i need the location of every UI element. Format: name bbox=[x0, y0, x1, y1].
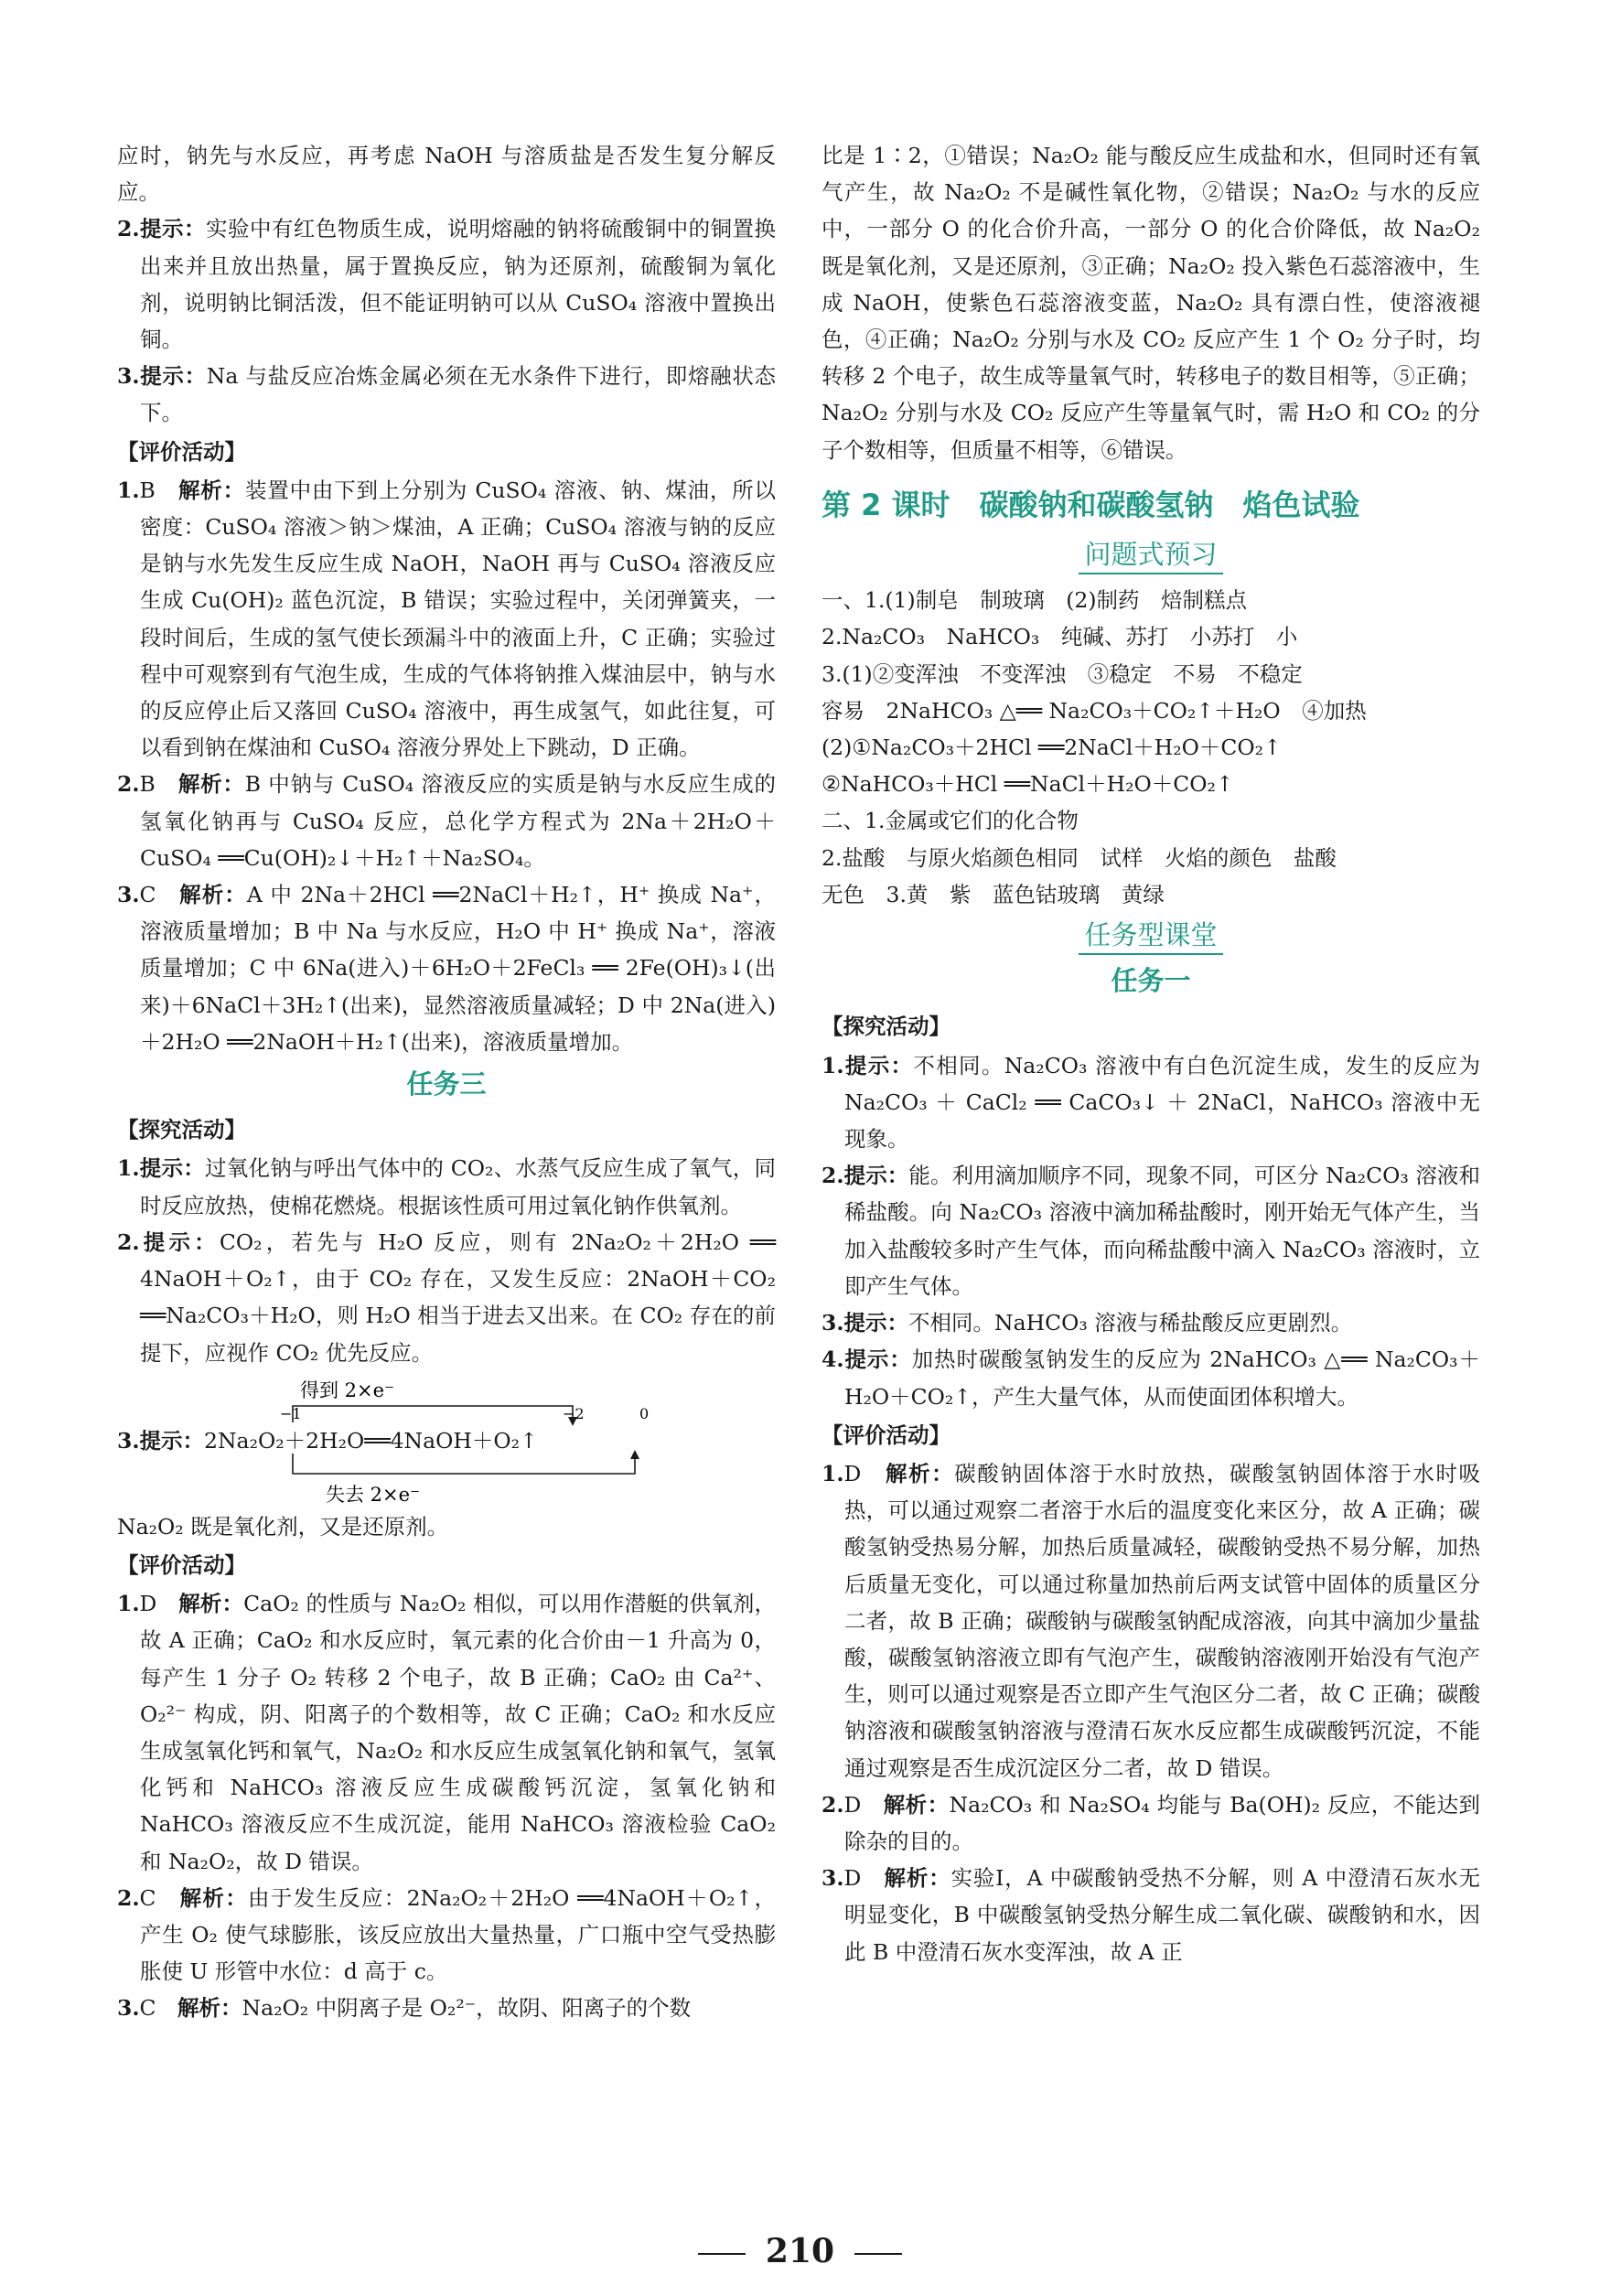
preview-answer: 无色 3.黄 紫 蓝色钴玻璃 黄绿 bbox=[821, 881, 1165, 907]
item-number: 3. bbox=[117, 363, 140, 390]
item-number: 3. bbox=[821, 1865, 844, 1892]
section-title-text: 任务型课堂 bbox=[1079, 919, 1222, 955]
hint-label: 提示： bbox=[843, 1052, 914, 1078]
hint-label: 提示： bbox=[843, 1163, 909, 1189]
answer-letter: B bbox=[139, 771, 156, 798]
answer-letter: C bbox=[139, 1884, 156, 1911]
redox-equation: 2Na₂O₂＋2H₂O══4NaOH＋O₂↑ bbox=[204, 1427, 538, 1454]
analysis-text: CaO₂ 的性质与 Na₂O₂ 相似，可以用作潜艇的供氧剂，故 A 正确；CaO₂ 和水反应时，氧元素的化合价由－1 升高为 0，每产生 1 分子 O₂ 转移 2 个电子，故 B 正确；CaO₂ 由 Ca²⁺、O₂²⁻ 构成，阴、阳离子的个数相等，故 C 正确；CaO₂ 和水反应生成氢氧化钙和氧气，Na₂O₂ 和水反应生成氢氧化钠和氧气，氢氧化钙和 NaHCO₃ 溶液反应生成碳酸钙沉淀，氢氧化钠和 NaHCO₃ 溶液反应不生成沉淀，能用 NaHCO₃ 溶液检验 CaO₂ 和 Na₂O₂，故 D 错误。 bbox=[140, 1591, 777, 1874]
oxidation-state: −1 bbox=[280, 1404, 302, 1422]
preview-answer: 3.(1)②变浑浊 不变浑浊 ③稳定 不易 不稳定 bbox=[821, 660, 1303, 687]
answer-letter: C bbox=[139, 1995, 156, 2022]
analysis-text: 由于发生反应：2Na₂O₂＋2H₂O ══4NaOH＋O₂↑，产生 O₂ 使气球膨胀，该反应放出大量热量，广口瓶中空气受热膨胀使 U 形管中水位：d 高于 c。 bbox=[140, 1884, 777, 1985]
answer-letter: D bbox=[843, 1791, 862, 1818]
answer-letter: D bbox=[843, 1865, 862, 1892]
hint-label: 提示： bbox=[139, 1427, 205, 1454]
hint-item bbox=[821, 1341, 1480, 1414]
right-column bbox=[821, 137, 1480, 1970]
task-heading: 任务三 bbox=[406, 1068, 487, 1100]
lose-electron-label: 失去 2×e⁻ bbox=[326, 1483, 421, 1506]
analysis-label: 解析： bbox=[177, 1995, 242, 2022]
left-column bbox=[117, 137, 776, 2027]
item-number: 2. bbox=[117, 1228, 140, 1255]
answer-letter: C bbox=[139, 882, 156, 908]
task-heading: 任务一 bbox=[1111, 965, 1191, 997]
lesson-title: 第 2 课时 碳酸钠和碳酸氢钠 焰色试验 bbox=[821, 487, 1360, 522]
answer-item bbox=[821, 1455, 1480, 1786]
item-number: 1. bbox=[117, 1591, 140, 1617]
electron-transfer-diagram bbox=[117, 1375, 776, 1508]
item-number: 4. bbox=[821, 1346, 844, 1373]
analysis-text: B 中钠与 CuSO₄ 溶液反应的实质是钠与水反应生成的氢氧化钠再与 CuSO₄ 反应，总化学方程式为 2Na＋2H₂O＋CuSO₄ ══Cu(OH)₂↓＋H₂↑＋Na₂SO₄。 bbox=[140, 771, 776, 871]
section-heading: 【评价活动】 bbox=[821, 1422, 950, 1448]
preview-answer: ②NaHCO₃＋HCl ══NaCl＋H₂O＋CO₂↑ bbox=[821, 771, 1234, 798]
item-number: 2. bbox=[117, 216, 140, 242]
analysis-label: 解析： bbox=[886, 1460, 955, 1486]
answer-item bbox=[821, 1860, 1480, 1970]
analysis-text: Na₂CO₃ 和 Na₂SO₄ 均能与 Ba(OH)₂ 反应，不能达到除杂的目的。 bbox=[844, 1791, 1481, 1854]
page-number-text: 210 bbox=[765, 2232, 835, 2270]
hint-text: Na 与盐反应冶炼金属必须在无水条件下进行，即熔融状态下。 bbox=[140, 363, 776, 426]
section-heading: 【评价活动】 bbox=[117, 1551, 246, 1578]
item-number: 2. bbox=[117, 771, 140, 798]
preview-answer: 2.盐酸 与原火焰颜色相同 试样 火焰的颜色 盐酸 bbox=[821, 844, 1337, 871]
analysis-text: Na₂O₂ 中阴离子是 O₂²⁻，故阴、阳离子的个数 bbox=[242, 1995, 692, 2022]
gain-electron-label: 得到 2×e⁻ bbox=[300, 1379, 395, 1401]
hint-text: 不相同。NaHCO₃ 溶液与稀盐酸反应更剧烈。 bbox=[908, 1310, 1353, 1336]
answer-item bbox=[117, 472, 776, 767]
hint-text: 不相同。Na₂CO₃ 溶液中有白色沉淀生成，发生的反应为 Na₂CO₃ ＋ CaCl₂ ══ CaCO₃↓ ＋ 2NaCl，NaHCO₃ 溶液中无现象。 bbox=[844, 1052, 1481, 1153]
gain-arrow-line bbox=[293, 1406, 573, 1422]
hint-item bbox=[117, 210, 776, 358]
section-heading: 【探究活动】 bbox=[821, 1014, 950, 1040]
answer-item bbox=[117, 1990, 776, 2026]
answer-item bbox=[117, 766, 776, 876]
hint-item bbox=[117, 1224, 776, 1371]
hint-label: 提示： bbox=[139, 1155, 205, 1182]
hint-text: 能。利用滴加顺序不同，现象不同，可区分 Na₂CO₃ 溶液和稀盐酸。向 Na₂CO₃ 溶液中滴加稀盐酸时，刚开始无气体产生，当加入盐酸较多时产生气体，而向稀盐酸中滴入 Na₂CO₃ 溶液时，立即产生气体。 bbox=[844, 1163, 1481, 1299]
lose-arrowhead bbox=[630, 1450, 639, 1459]
hint-label: 提示： bbox=[139, 363, 207, 390]
section-title bbox=[821, 917, 1480, 955]
analysis-label: 解析： bbox=[179, 882, 247, 908]
item-number: 1. bbox=[821, 1460, 844, 1486]
analysis-text: 实验Ⅰ，A 中碳酸钠受热不分解，则 A 中澄清石灰水无明显变化，B 中碳酸氢钠受热分解生成二氧化碳、碳酸钠和水，因此 B 中澄清石灰水变浑浊，故 A 正 bbox=[844, 1865, 1481, 1965]
answer-item bbox=[821, 1786, 1480, 1860]
item-number: 3. bbox=[117, 882, 140, 908]
hint-text: 实验中有红色物质生成，说明熔融的钠将硫酸铜中的铜置换出来并且放出热量，属于置换反应，钠为还原剂，硫酸铜为氧化剂，说明钠比铜活泼，但不能证明钠可以从 CuSO₄ 溶液中置换出铜。 bbox=[140, 216, 777, 353]
hint-item bbox=[821, 1157, 1480, 1304]
hint-label: 提示： bbox=[139, 1228, 220, 1255]
item-number: 3. bbox=[117, 1427, 140, 1454]
answer-item bbox=[117, 1880, 776, 1990]
answer-item bbox=[117, 1585, 776, 1880]
answer-letter: B bbox=[139, 477, 156, 503]
hint-label: 提示： bbox=[843, 1346, 912, 1373]
analysis-label: 解析： bbox=[177, 771, 245, 798]
item-number: 1. bbox=[117, 477, 140, 503]
hint-text: CO₂，若先与 H₂O 反应，则有 2Na₂O₂＋2H₂O ══ 4NaOH＋O₂↑，由于 CO₂ 存在，又发生反应：2NaOH＋CO₂ ══Na₂CO₃＋H₂O，则 H₂O 相当于进去又出来。在 CO₂ 存在的前提下，应视作 CO₂ 优先反应。 bbox=[140, 1228, 777, 1366]
analysis-label: 解析： bbox=[178, 1591, 244, 1617]
hint-text: 加热时碳酸氢钠发生的反应为 2NaHCO₃ △══ Na₂CO₃＋H₂O＋CO₂↑，产生大量气体，从而使面团体积增大。 bbox=[844, 1346, 1481, 1410]
hint-label: 提示： bbox=[139, 216, 206, 242]
redox-equation-line bbox=[117, 1422, 538, 1459]
item-number: 1. bbox=[821, 1052, 844, 1078]
item-number: 2. bbox=[821, 1163, 844, 1189]
section-title-text: 问题式预习 bbox=[1079, 539, 1222, 574]
oxidation-state: −2 bbox=[563, 1404, 585, 1422]
item-number: 1. bbox=[117, 1155, 140, 1182]
page-number-dash bbox=[698, 2253, 746, 2255]
item-number: 3. bbox=[821, 1310, 844, 1336]
preview-answer: 二、1.金属或它们的化合物 bbox=[821, 808, 1079, 834]
analysis-label: 解析： bbox=[884, 1865, 951, 1892]
page-number-dash bbox=[854, 2253, 902, 2255]
analysis-text: 装置中由下到上分别为 CuSO₄ 溶液、钠、煤油，所以密度：CuSO₄ 溶液＞钠＞煤油，A 正确；CuSO₄ 溶液与钠的反应是钠与水先发生反应生成 NaOH，NaOH 再与 CuSO₄ 溶液反应生成 Cu(OH)₂ 蓝色沉淀，B 错误；实验过程中，关闭弹簧夹，一段时间后，生成的氢气使长颈漏斗中的液面上升，C 正确；实验过程中可观察到有气泡生成，生成的气体将钠推入煤油层中，钠与水的反应停止后又落回 CuSO₄ 溶液中，再生成氢气，如此往复，可以看到钠在煤油和 CuSO₄ 溶液分界处上下跳动，D 正确。 bbox=[140, 477, 777, 761]
item-number: 2. bbox=[117, 1884, 140, 1911]
section-title bbox=[821, 536, 1480, 574]
section-heading: 【评价活动】 bbox=[117, 438, 246, 465]
hint-text: 过氧化钠与呼出气体中的 CO₂、水蒸气反应生成了氧气，同时反应放热，使棉花燃烧。根据该性质可用过氧化钠作供氧剂。 bbox=[140, 1155, 777, 1218]
hint-item bbox=[821, 1047, 1480, 1158]
hint-item bbox=[117, 358, 776, 431]
analysis-label: 解析： bbox=[179, 1884, 249, 1911]
analysis-label: 解析： bbox=[177, 477, 245, 503]
analysis-text: 碳酸钠固体溶于水时放热，碳酸氢钠固体溶于水时吸热，可以通过观察二者溶于水后的温度变化来区分，故 A 正确；碳酸氢钠受热易分解，加热后质量减轻，碳酸钠受热不易分解，加热后质量无变化，可以通过称量加热前后两支试管中固体的质量区分二者，故 B 正确；碳酸钠与碳酸氢钠配成溶液，向其中滴加少量盐酸，碳酸氢钠溶液立即有气泡产生，碳酸钠溶液刚开始没有气泡产生，则可以通过观察是否立即产生气泡区分二者，故 C 正确；碳酸钠溶液和碳酸氢钠溶液与澄清石灰水反应都生成碳酸钙沉淀，不能通过观察是否生成沉淀区分二者，故 D 错误。 bbox=[844, 1460, 1481, 1781]
answer-item bbox=[117, 876, 776, 1060]
preview-answer: (2)①Na₂CO₃＋2HCl ══2NaCl＋H₂O＋CO₂↑ bbox=[821, 735, 1282, 761]
hint-label: 提示： bbox=[843, 1310, 909, 1336]
item-number: 2. bbox=[821, 1791, 844, 1818]
hint-item bbox=[117, 1150, 776, 1223]
item-number: 3. bbox=[117, 1995, 140, 2022]
page-number bbox=[0, 2232, 1600, 2270]
paragraph: 比是 1∶2，①错误；Na₂O₂ 能与酸反应生成盐和水，但同时还有氧气产生，故 Na₂O₂ 不是碱性氧化物，②错误；Na₂O₂ 与水的反应中，一部分 O 的化合价升高，一部分 O 的化合价降低，故 Na₂O₂ 既是氧化剂，又是还原剂，③正确；Na₂O₂ 投入紫色石蕊溶液中，生成 NaOH，使紫色石蕊溶液变蓝，Na₂O₂ 具有漂白性，使溶液褪色，④正确；Na₂O₂ 分别与水及 CO₂ 反应产生 1 个 O₂ 分子时，均转移 2 个电子，故生成等量氧气时，转移电子的数目相等，⑤正确；Na₂O₂ 分别与水及 CO₂ 反应产生等量氧气时，需 H₂O 和 CO₂ 的分子个数相等，但质量不相等，⑥错误。 bbox=[821, 143, 1480, 463]
analysis-label: 解析： bbox=[883, 1791, 950, 1818]
answer-letter: D bbox=[139, 1591, 157, 1617]
analysis-text: A 中 2Na＋2HCl ══2NaCl＋H₂↑，H⁺ 换成 Na⁺，溶液质量增加；B 中 Na 与水反应，H₂O 中 H⁺ 换成 Na⁺，溶液质量增加；C 中 6Na(进入)＋6H₂O＋2FeCl₃ ══ 2Fe(OH)₃↓(出来)＋6NaCl＋3H₂↑(出来)，显然溶液质量减轻；D 中 2Na(进入)＋2H₂O ══2NaOH＋H₂↑(出来)，溶液质量增加。 bbox=[140, 882, 777, 1055]
preview-answer: 一、1.(1)制皂 制玻璃 (2)制药 焙制糕点 bbox=[821, 587, 1247, 614]
section-heading: 【探究活动】 bbox=[117, 1117, 246, 1143]
oxidation-state: 0 bbox=[639, 1404, 650, 1422]
preview-answer: 2.Na₂CO₃ NaHCO₃ 纯碱、苏打 小苏打 小 bbox=[821, 624, 1298, 650]
preview-answer: 容易 2NaHCO₃ △══ Na₂CO₃＋CO₂↑＋H₂O ④加热 bbox=[821, 697, 1367, 724]
paragraph: Na₂O₂ 既是氧化剂，又是还原剂。 bbox=[117, 1513, 449, 1540]
paragraph: 应时，钠先与水反应，再考虑 NaOH 与溶质盐是否发生复分解反应。 bbox=[117, 143, 776, 206]
answer-letter: D bbox=[843, 1460, 862, 1486]
hint-item bbox=[821, 1304, 1480, 1341]
